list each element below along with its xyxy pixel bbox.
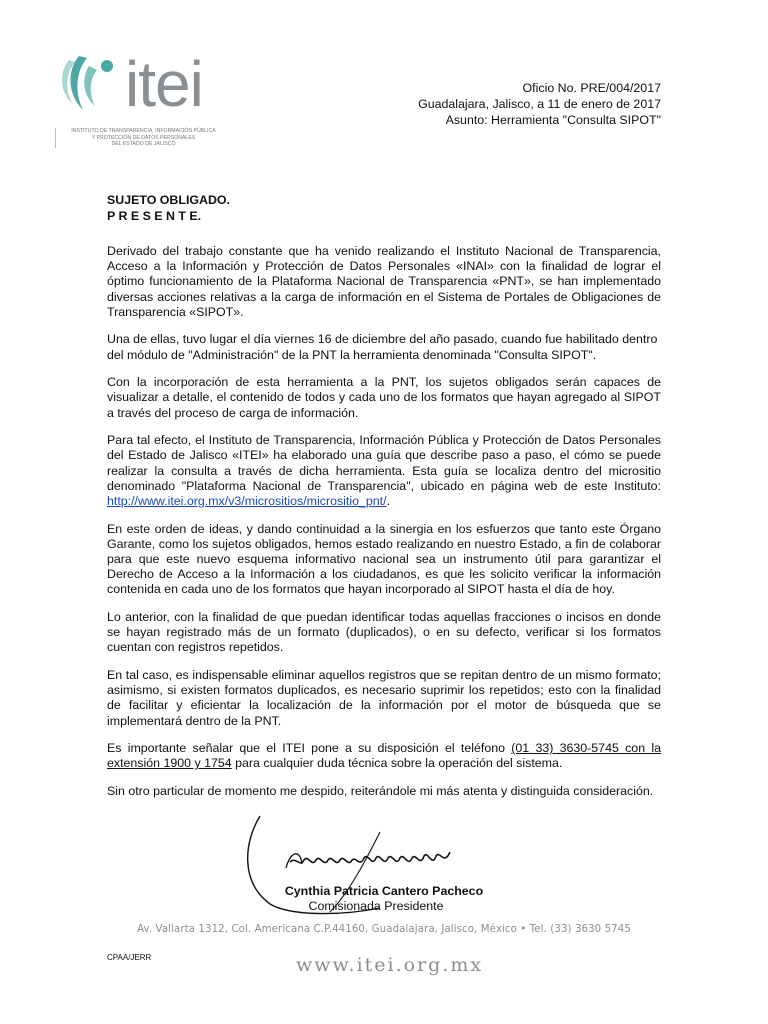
closing-paragraph: Sin otro particular de momento me despido, reiterándole mi más atenta y distinguida consideración.	[107, 784, 654, 799]
paragraph-text: Para tal efecto, el Instituto de Transparencia, Información Pública y Protección de Datos Personales del Estado de Jalisco «ITEI» ha elaborado una guía que describe paso a paso, el cómo se puede realizar la consulta a través de dicha herramienta. Esta guía se localiza dentro del micrositio denominado "Plataforma Nacional de Transparencia", ubicado en página web de este Instituto:	[107, 433, 661, 493]
itei-logo-mark-icon	[55, 52, 125, 122]
reference-initials: CPAA/JERR	[107, 953, 152, 962]
paragraph-end: .	[386, 494, 391, 509]
paragraph-text: Es importante señalar que el ITEI pone a su disposición el teléfono	[107, 741, 512, 756]
phone-number: (01 33) 3630-5745 con la extensión 1900 y 1754	[107, 741, 661, 771]
paragraph	[107, 433, 661, 509]
letter-body	[107, 244, 661, 812]
footer-address: Av. Vallarta 1312, Col. Americana C.P.44160, Guadalajara, Jalisco, México • Tel. (33) 3630 5745	[137, 924, 631, 935]
microsite-link[interactable]: http://www.itei.org.mx/v3/micrositios/micrositio_pnt/	[107, 494, 387, 509]
greeting-line: P R E S E N T E.	[107, 209, 202, 223]
itei-logo	[55, 48, 235, 162]
logo-wordmark: itei	[125, 48, 203, 120]
paragraph	[107, 741, 661, 771]
paragraph-end: para cualquier duda técnica sobre la operación del sistema.	[231, 756, 563, 771]
institute-line: DEL ESTADO DE JALISCO	[111, 141, 176, 147]
paragraph: En este orden de ideas, y dando continuidad a la sinergia en los esfuerzos que tanto este Órgano Garante, como los sujetos obligados, hemos estado realizando en nuestro Estado, a fin de colaborar para que este nuevo esquema informativo nacional sea un instrumento útil para garantizar el Derecho de Acceso a la Información a los ciudadanos, es que les solicito verificar la información contenida en cada uno de los formatos que hayan incorporado al SIPOT hasta el día de hoy.	[107, 521, 661, 597]
greeting	[107, 192, 230, 224]
signer-name: Cynthia Patricia Cantero Pacheco	[284, 884, 484, 898]
oficio-number: Oficio No. PRE/004/2017	[522, 81, 661, 95]
paragraph: Con la incorporación de esta herramienta a la PNT, los sujetos obligados serán capaces de visualizar a detalle, el contenido de todos y cada uno de los formatos que hayan agregado al SIPOT a través del proceso de carga de información.	[107, 375, 661, 420]
paragraph: Una de ellas, tuvo lugar el día viernes 16 de diciembre del año pasado, cuando fue habilitado dentro del módulo de "Administración" de la PNT la herramienta denominada "Consulta SIPOT".	[107, 332, 658, 362]
subject: Asunto: Herramienta "Consulta SIPOT"	[445, 113, 661, 127]
signer-role: Comisionada Presidente	[308, 899, 444, 913]
institute-name	[55, 128, 231, 148]
institute-line: INSTITUTO DE TRANSPARENCIA, INFORMACIÓN PÚBLICA	[71, 128, 216, 134]
paragraph: En tal caso, es indispensable eliminar aquellos registros que se repitan dentro de un mismo formato; asimismo, si existen formatos duplicados, es necesario suprimir los repetidos; esto con la finalidad de facilitar y eficientar la localización de la información por el motor de búsqueda que se implementará dentro de la PNT.	[107, 668, 661, 728]
paragraph: Lo anterior, con la finalidad de que puedan identificar todas aquellas fracciones o incisos en donde se hayan registrado más de un formato (duplicados), o en su defecto, verificar si los formatos cuentan con registros repetidos.	[107, 610, 661, 655]
place-date: Guadalajara, Jalisco, a 11 de enero de 2017	[418, 97, 661, 111]
footer-website: www.itei.org.mx	[296, 954, 484, 976]
institute-line: Y PROTECCIÓN DE DATOS PERSONALES	[91, 134, 196, 141]
reference-block	[418, 80, 661, 128]
greeting-line: SUJETO OBLIGADO.	[107, 193, 231, 207]
paragraph: Derivado del trabajo constante que ha venido realizando el Instituto Nacional de Transparencia, Acceso a la Información y Protección de Datos Personales «INAI» con la finalidad de lograr el óptimo funcionamiento de la Plataforma Nacional de Transparencia «PNT», se han implementado diversas acciones relativas a la carga de información en el Sistema de Portales de Obligaciones de Transparencia «SIPOT».	[107, 244, 661, 319]
